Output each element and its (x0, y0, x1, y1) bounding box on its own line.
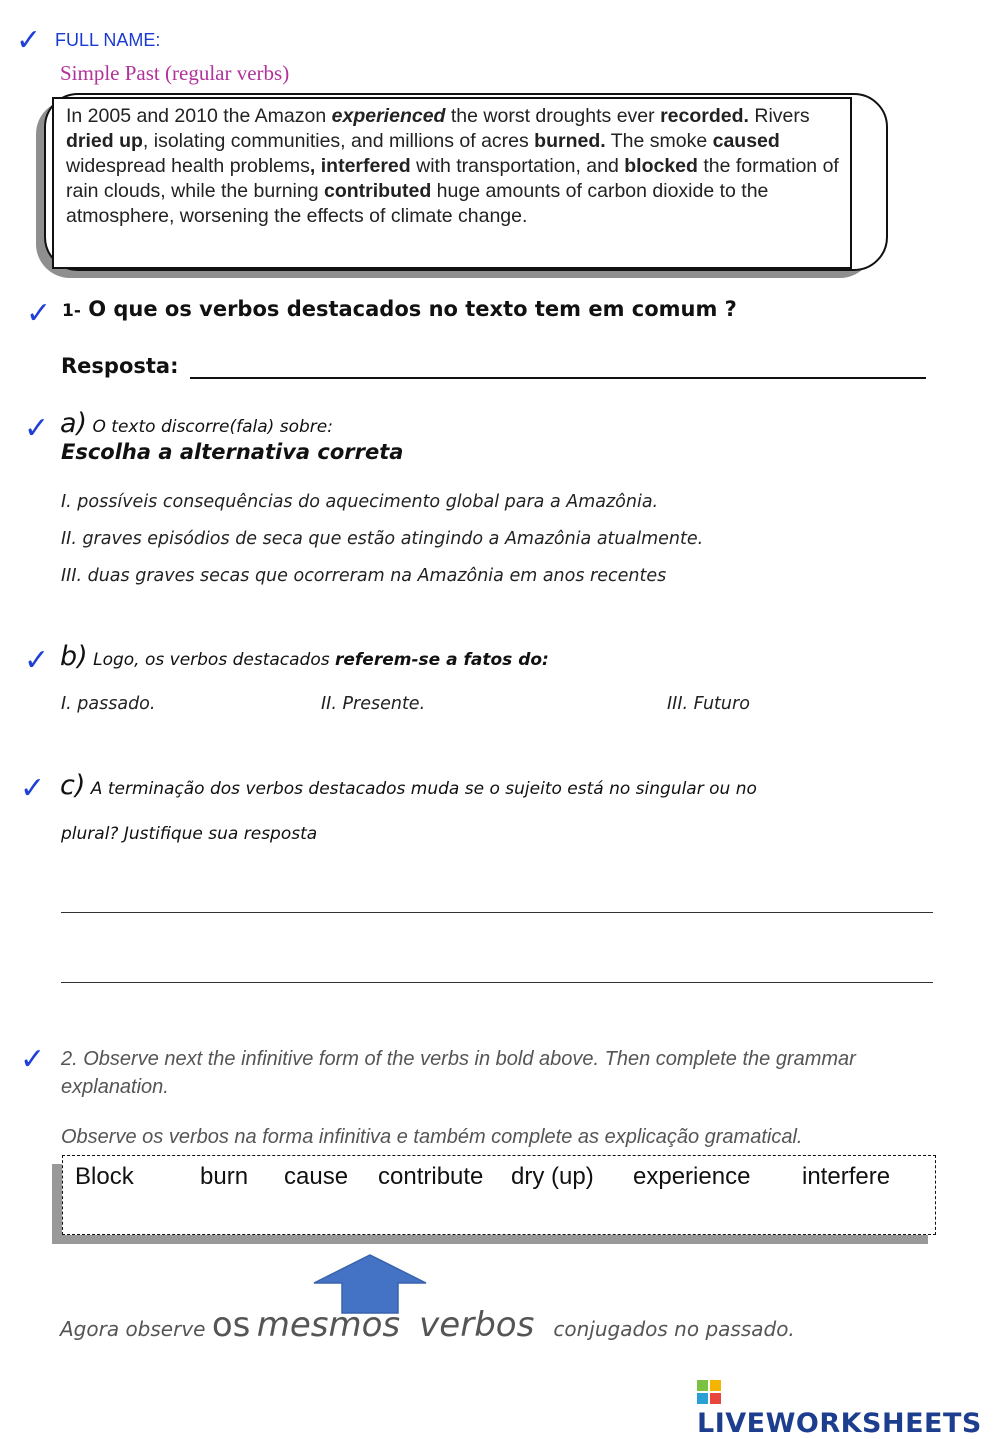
answer-line-2[interactable] (61, 912, 933, 913)
liveworksheets-logo (697, 1377, 1000, 1439)
check-icon: ✓ (16, 23, 42, 58)
agora-verbos: verbos (419, 1305, 535, 1345)
passage-segment: dried up (66, 130, 143, 152)
question-number: 1- (62, 301, 81, 321)
answer-line-3[interactable] (61, 982, 933, 983)
question-text: O texto discorre(fala) sobre: (92, 417, 333, 437)
agora-suffix: conjugados no passado. (553, 1317, 795, 1341)
passage-segment: Rivers (748, 105, 810, 127)
answer-label: Resposta: (61, 354, 179, 378)
passage-segment: experienced (331, 105, 446, 127)
word-cause: cause (284, 1163, 349, 1190)
check-icon: ✓ (20, 771, 46, 806)
agora-prefix: Agora observe (60, 1317, 212, 1341)
passage-text (66, 104, 846, 229)
question-letter: c) (60, 770, 86, 801)
option-present[interactable]: II. Presente. (321, 694, 426, 714)
passage-segment: contributed (324, 180, 432, 202)
logo-text: LIVEWORKSHEETS (697, 1408, 982, 1439)
question-text-bold: referem-se a fatos do: (335, 650, 549, 670)
question-b (60, 641, 549, 672)
question-c (60, 770, 757, 801)
check-icon: ✓ (26, 296, 52, 331)
logo-mark-icon (697, 1380, 721, 1404)
subtitle: Simple Past (regular verbs) (60, 61, 290, 85)
full-name-label: FULL NAME: (55, 30, 161, 50)
word-interfere: interfere (802, 1163, 891, 1190)
instruction: Escolha a alternativa correta (61, 440, 404, 464)
passage-segment: the worst droughts ever (445, 105, 661, 127)
question-text: Logo, os verbos destacados (93, 650, 335, 670)
agora-mesmos: mesmos (256, 1305, 401, 1345)
word-block: Block (75, 1163, 134, 1190)
word-experience: experience (633, 1163, 751, 1190)
passage-segment: caused (712, 130, 780, 152)
question-c-continued: plural? Justifique sua resposta (61, 824, 318, 844)
passage-segment: The smoke (605, 130, 713, 152)
passage-segment: , isolating communities, and millions of acres (142, 130, 535, 152)
check-icon: ✓ (24, 411, 50, 446)
option-past[interactable]: I. passado. (61, 694, 156, 714)
passage-segment: huge amounts of carbon dioxide to the atmosphere, worsening the effects of climate change. (66, 180, 769, 227)
passage-segment: recorded. (660, 105, 749, 127)
word-contribute: contribute (378, 1163, 484, 1190)
question-2-portuguese: Observe os verbos na forma infinitiva e também complete as explicação gramatical. (61, 1126, 803, 1148)
word-burn: burn (200, 1163, 249, 1190)
option-future[interactable]: III. Futuro (667, 694, 750, 714)
agora-os: os (211, 1305, 251, 1345)
question-letter: a) (60, 408, 88, 439)
word-dry-up: dry (up) (511, 1163, 594, 1190)
passage-segment: the formation of rain clouds, while the burning (66, 155, 839, 202)
option-3[interactable]: III. duas graves secas que ocorreram na Amazônia em anos recentes (61, 566, 667, 586)
question-a (60, 408, 333, 439)
agora-line (60, 1305, 795, 1345)
option-2[interactable]: II. graves episódios de seca que estão atingindo a Amazônia atualmente. (61, 529, 704, 549)
question-1 (62, 297, 737, 321)
option-1[interactable]: I. possíveis consequências do aquecimento global para a Amazônia. (61, 492, 659, 512)
passage-segment: blocked (624, 155, 698, 177)
answer-line-1[interactable] (190, 377, 926, 379)
question-2: 2. Observe next the infinitive form of the verbs in bold above. Then complete the grammar explanation. (61, 1048, 856, 1098)
check-icon: ✓ (20, 1042, 46, 1077)
passage-segment: with transportation, and (410, 155, 625, 177)
passage-segment: , interfered (309, 155, 411, 177)
question-text: A terminação dos verbos destacados muda se o sujeito está no singular ou no (90, 779, 757, 799)
passage-segment: widespread health problems (66, 155, 310, 177)
question-letter: b) (60, 641, 88, 672)
passage-segment: In 2005 and 2010 the Amazon (66, 105, 332, 127)
check-icon: ✓ (24, 643, 50, 678)
passage-segment: burned. (534, 130, 606, 152)
question-text: O que os verbos destacados no texto tem em comum ? (88, 297, 737, 321)
